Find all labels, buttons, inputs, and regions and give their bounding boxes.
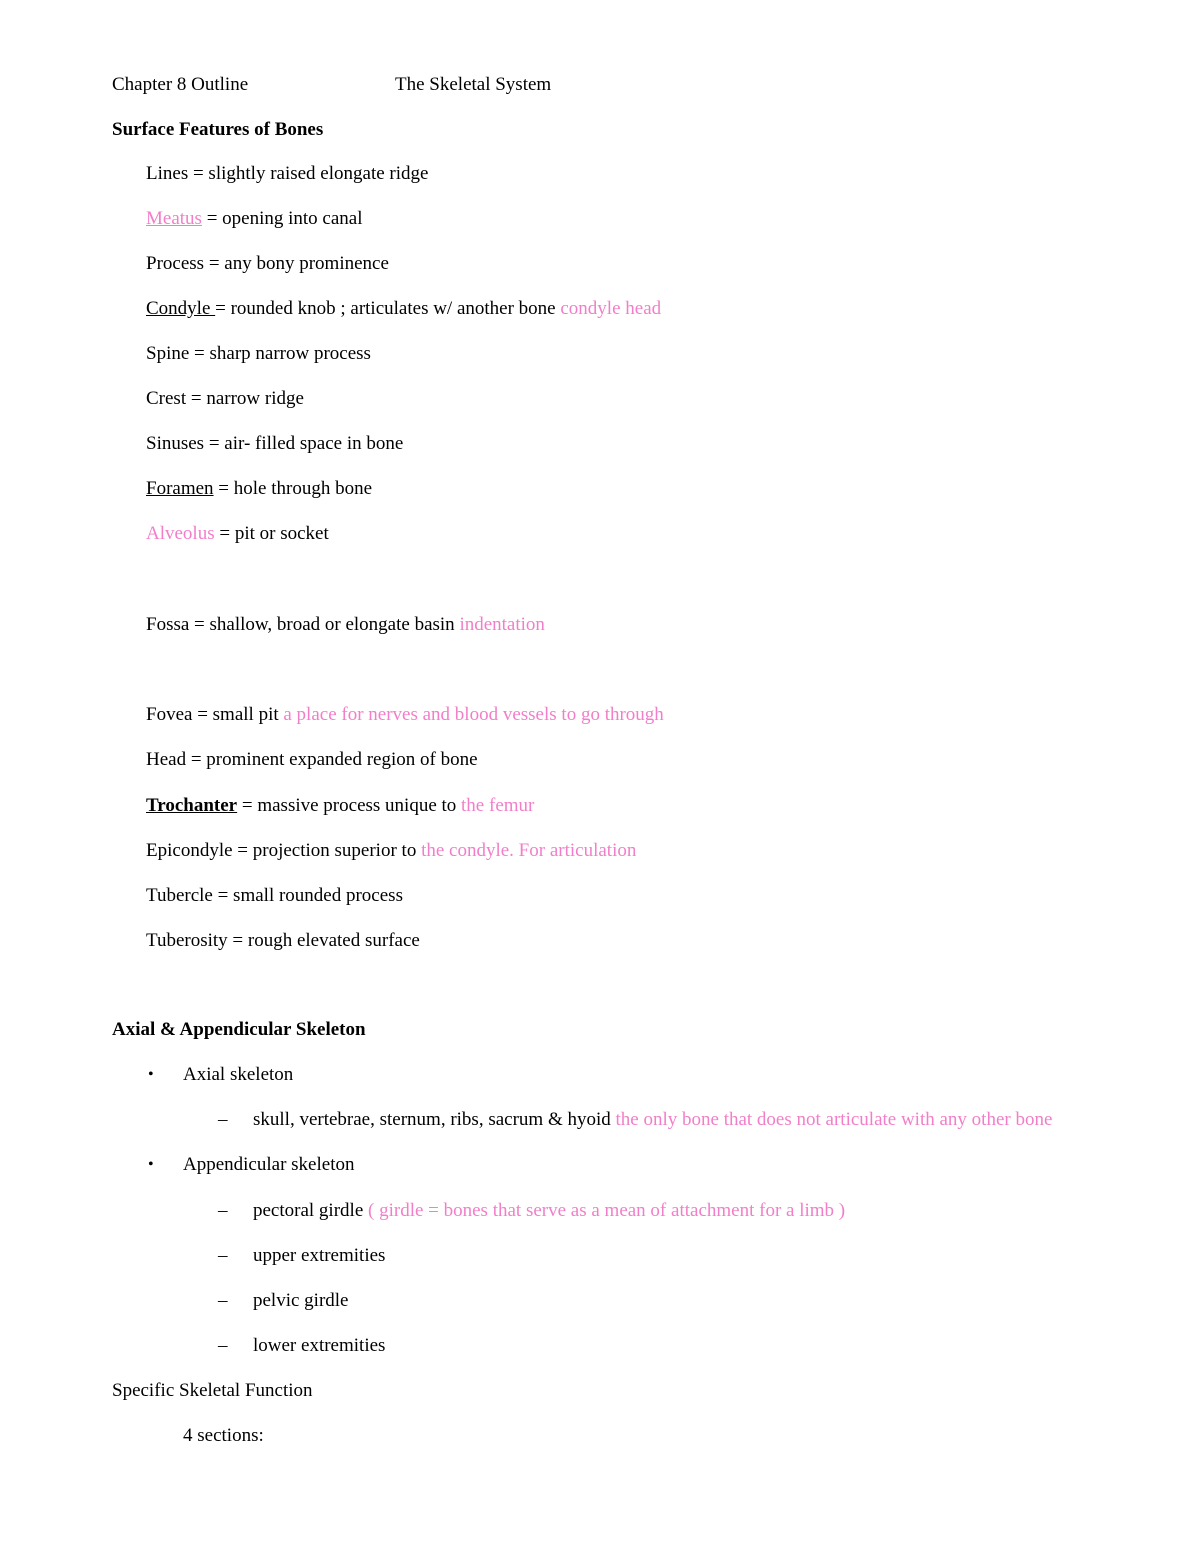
annotation: ( girdle = bones that serve as a mean of attachment for a limb )	[368, 1200, 846, 1221]
term: Spine	[146, 343, 190, 364]
annotation: indentation	[459, 614, 545, 635]
term: Crest	[146, 388, 187, 409]
term: Foramen	[146, 478, 214, 499]
bullet-icon: •	[148, 1156, 154, 1173]
section-heading-skeletal-function: Specific Skeletal Function	[112, 1380, 313, 1401]
definition: = opening into canal	[201, 208, 363, 229]
definition: = rounded knob ; articulates w/ another bone	[215, 298, 561, 319]
term: Tuberosity	[146, 930, 228, 951]
definition: = air- filled space in bone	[204, 433, 404, 454]
list-item	[146, 387, 304, 411]
annotation: a place for nerves and blood vessels to go through	[283, 704, 664, 725]
list-item	[146, 522, 329, 546]
term: Alveolus	[146, 523, 215, 544]
document-title: The Skeletal System	[395, 74, 552, 95]
list-item	[146, 477, 372, 501]
list-item	[146, 342, 371, 366]
definition: = projection superior to	[232, 840, 422, 861]
sub-item-text: skull, vertebrae, sternum, ribs, sacrum & hyoid	[253, 1109, 616, 1130]
term: Lines	[146, 163, 189, 184]
function-subline: 4 sections:	[183, 1425, 264, 1446]
term: Fossa	[146, 614, 190, 635]
definition: = small pit	[192, 704, 284, 725]
list-item	[146, 432, 403, 456]
sub-list-item	[253, 1108, 1052, 1132]
list-item	[146, 839, 636, 863]
term: Trochanter	[146, 795, 238, 816]
list-item	[146, 613, 545, 637]
sub-list-item: lower extremities	[253, 1335, 386, 1356]
section-heading-surface-features: Surface Features of Bones	[112, 119, 324, 140]
list-item	[146, 884, 403, 908]
definition: = any bony prominence	[204, 253, 389, 274]
sub-list-item: upper extremities	[253, 1245, 386, 1266]
term: Fovea	[146, 704, 193, 725]
term: Head	[146, 749, 187, 770]
list-item	[146, 794, 534, 818]
sub-list-item: pelvic girdle	[253, 1290, 349, 1311]
annotation: the only bone that does not articulate with any other bone	[615, 1109, 1053, 1130]
list-item-axial-skeleton: Axial skeleton	[183, 1064, 294, 1085]
dash-icon: –	[218, 1109, 228, 1130]
dash-icon: –	[218, 1290, 228, 1311]
term: Process	[146, 253, 205, 274]
definition: = small rounded process	[212, 885, 403, 906]
list-item-appendicular-skeleton: Appendicular skeleton	[183, 1154, 355, 1175]
term: Meatus	[146, 208, 202, 229]
definition: = sharp narrow process	[189, 343, 371, 364]
annotation: condyle head	[560, 298, 662, 319]
term: Tubercle	[146, 885, 213, 906]
chapter-label: Chapter 8 Outline	[112, 74, 249, 95]
definition: = rough elevated surface	[227, 930, 420, 951]
list-item	[146, 162, 428, 186]
section-heading-axial-appendicular: Axial & Appendicular Skeleton	[112, 1019, 366, 1040]
list-item	[146, 929, 420, 953]
list-item	[146, 297, 661, 321]
list-item	[146, 252, 389, 276]
dash-icon: –	[218, 1335, 228, 1356]
definition: = hole through bone	[213, 478, 373, 499]
list-item	[146, 748, 478, 772]
dash-icon: –	[218, 1200, 228, 1221]
definition: = shallow, broad or elongate basin	[189, 614, 460, 635]
definition: = slightly raised elongate ridge	[188, 163, 429, 184]
definition: = narrow ridge	[186, 388, 304, 409]
sub-item-text: pectoral girdle	[253, 1200, 369, 1221]
term: Epicondyle	[146, 840, 233, 861]
dash-icon: –	[218, 1245, 228, 1266]
term: Sinuses	[146, 433, 205, 454]
bullet-icon: •	[148, 1066, 154, 1083]
definition: = pit or socket	[214, 523, 329, 544]
definition: = massive process unique to	[237, 795, 462, 816]
sub-list-item	[253, 1199, 845, 1223]
annotation: the femur	[461, 795, 535, 816]
term: Condyle	[146, 298, 216, 319]
list-item	[146, 703, 664, 727]
definition: = prominent expanded region of bone	[186, 749, 478, 770]
annotation: the condyle. For articulation	[421, 840, 637, 861]
list-item	[146, 207, 363, 231]
